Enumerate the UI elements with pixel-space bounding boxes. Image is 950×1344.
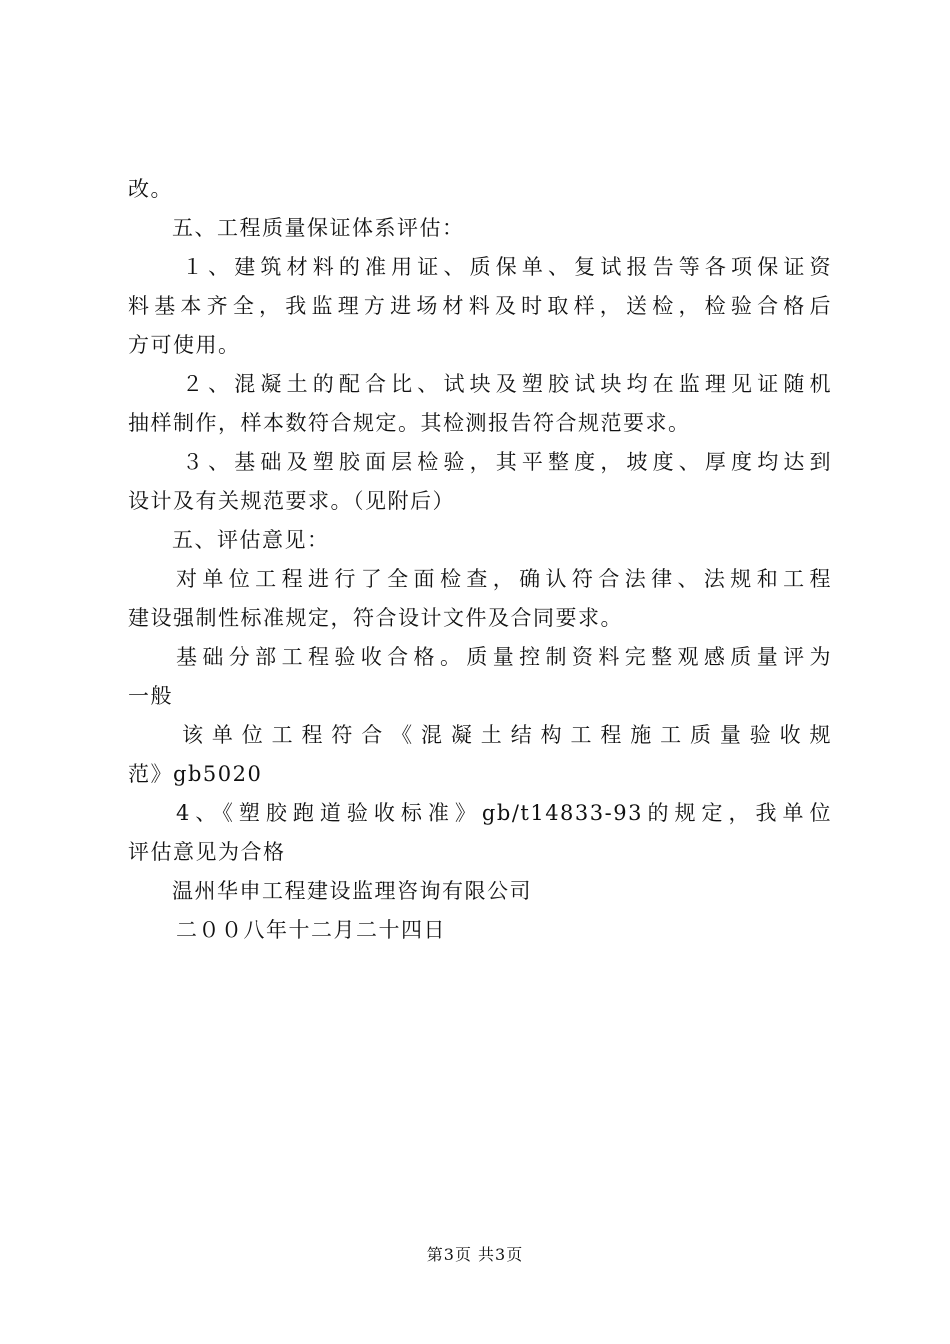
- text-line: 范》gb5020: [128, 762, 263, 786]
- text-line: 基础分部工程验收合格。质量控制资料完整观感质量评为: [176, 645, 832, 669]
- text-line: 建设强制性标准规定，符合设计文件及合同要求。: [128, 606, 623, 630]
- text-line: 4、《塑胶跑道验收标准》gb/t14833-93的规定，我单位: [176, 801, 832, 825]
- text-line: １、建筑材料的准用证、质保单、复试报告等各项保证资: [182, 255, 832, 279]
- section-heading: 五、工程质量保证体系评估：: [172, 216, 465, 240]
- text-line: 改。: [128, 177, 173, 201]
- document-date: 二００八年十二月二十四日: [176, 918, 446, 942]
- text-line: 对单位工程进行了全面检查，确认符合法律、法规和工程: [176, 567, 832, 591]
- text-line: 一般: [128, 684, 173, 708]
- text-line: 抽样制作，样本数符合规定。其检测报告符合规范要求。: [128, 411, 691, 435]
- text-line: ３、基础及塑胶面层检验，其平整度，坡度、厚度均达到: [182, 450, 832, 474]
- text-line: 评估意见为合格: [128, 840, 286, 864]
- text-line: 该单位工程符合《混凝土结构工程施工质量验收规: [182, 723, 832, 747]
- page-number-footer: 第3页 共3页: [426, 1245, 524, 1264]
- text-line: ２、混凝土的配合比、试块及塑胶试块均在监理见证随机: [182, 372, 832, 396]
- text-line: 料基本齐全，我监理方进场材料及时取样，送检，检验合格后: [128, 294, 832, 318]
- text-line: 设计及有关规范要求。（见附后）: [128, 489, 455, 513]
- document-body: [128, 170, 832, 950]
- section-heading: 五、评估意见：: [172, 528, 330, 552]
- text-line: 方可使用。: [128, 333, 241, 357]
- company-name: 温州华申工程建设监理咨询有限公司: [172, 879, 532, 903]
